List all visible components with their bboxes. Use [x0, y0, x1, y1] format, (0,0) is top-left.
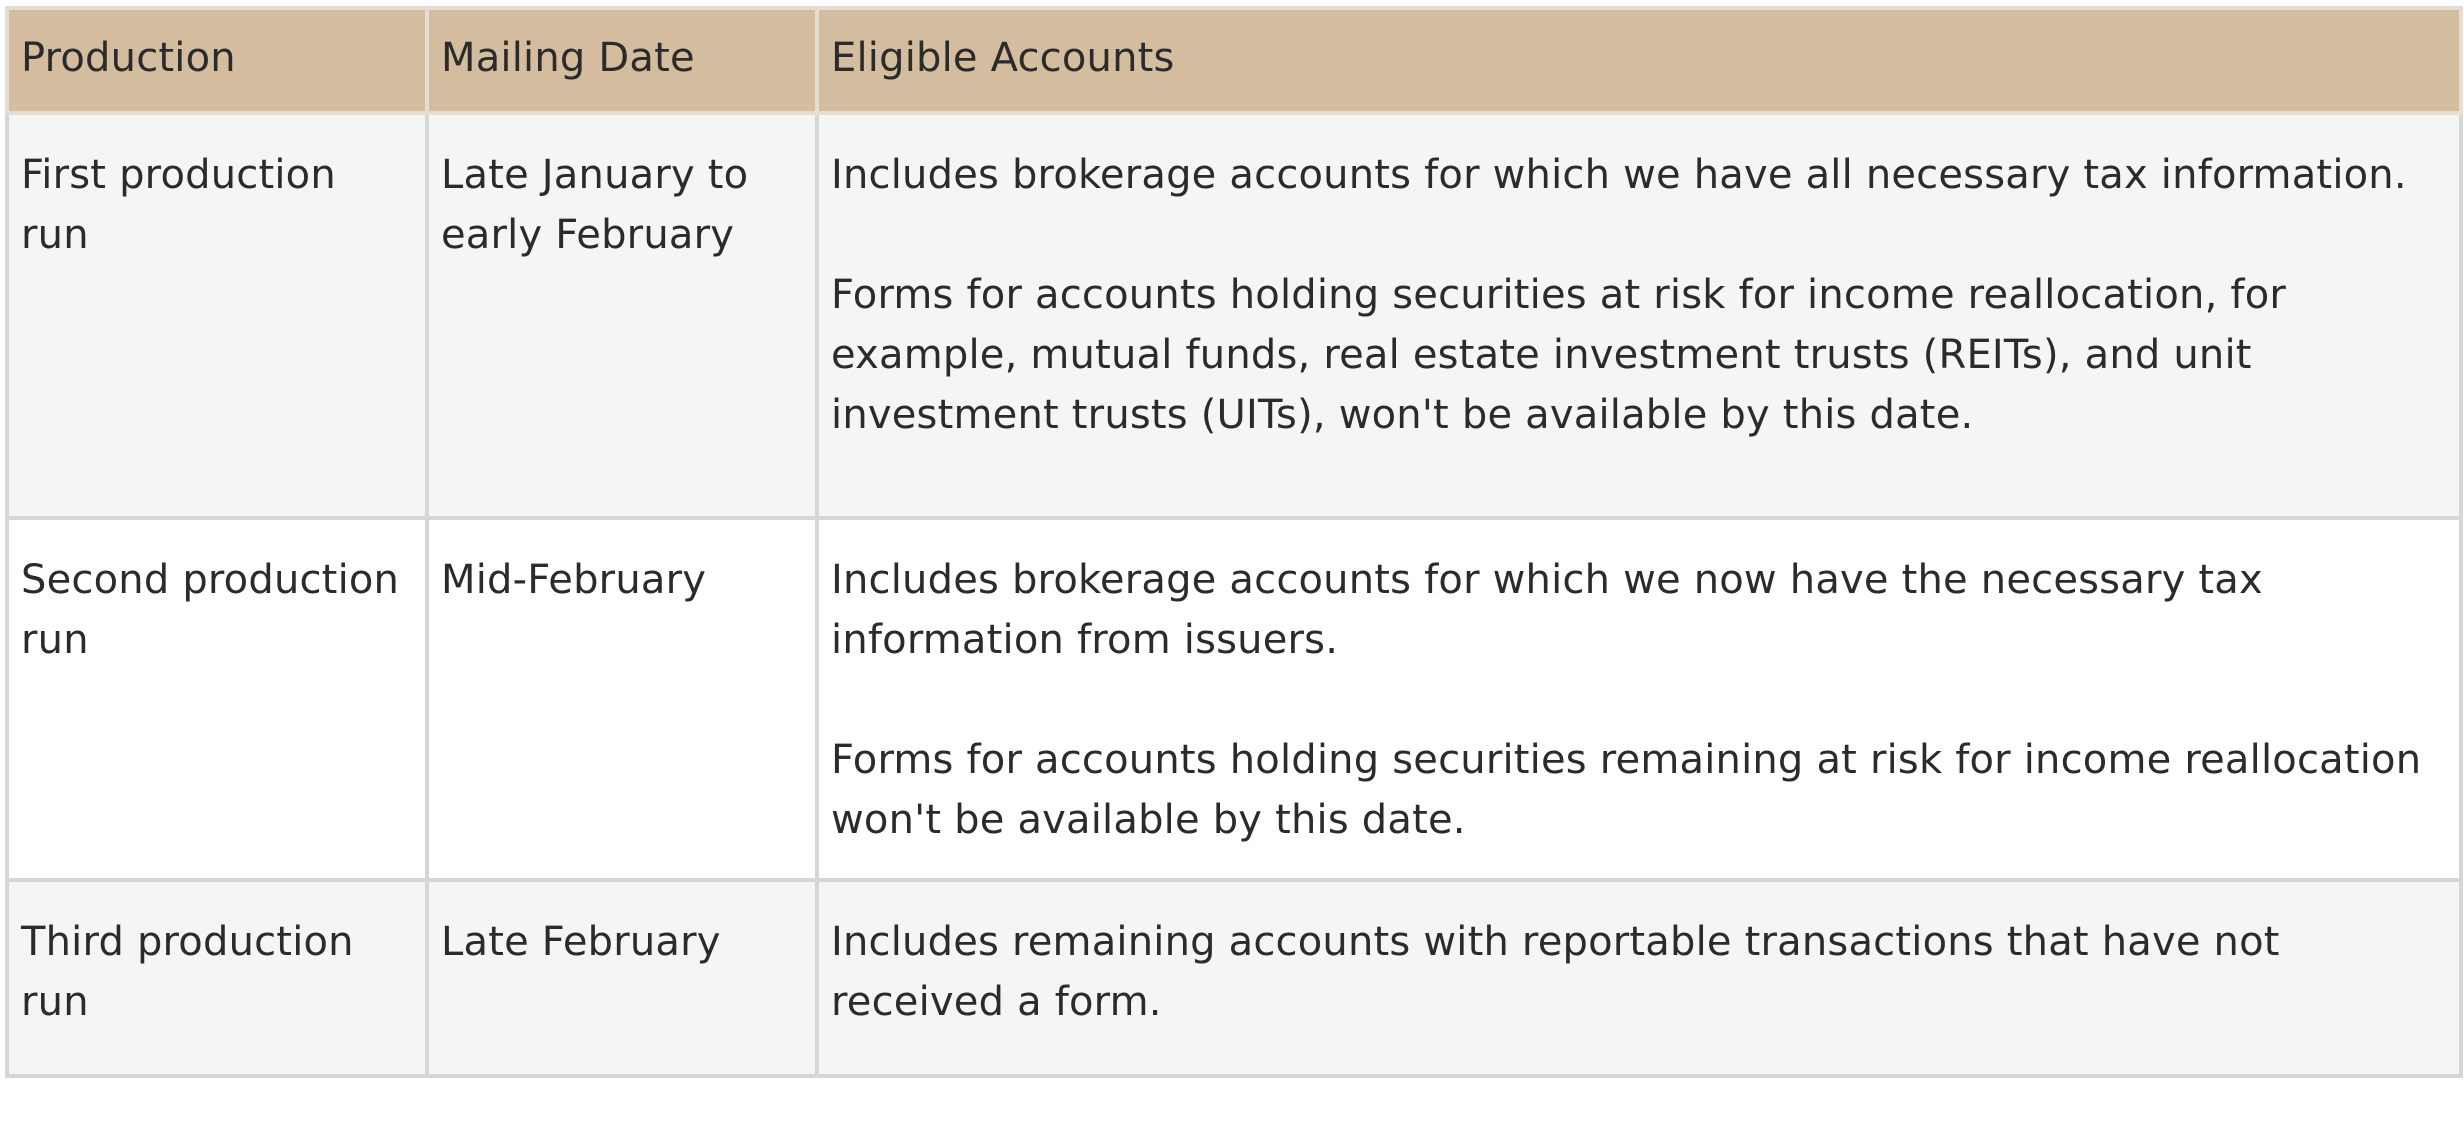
table-row — [7, 113, 2461, 518]
header-mailing-date: Mailing Date — [427, 8, 817, 113]
table-row — [7, 880, 2461, 1076]
production-schedule-table-container — [5, 6, 2463, 1078]
production-cell: First production run — [7, 113, 427, 518]
eligible-paragraph: Forms for accounts holding securities remaining at risk for income reallocation won't be available by this date. — [831, 737, 2422, 843]
eligible-accounts-cell — [817, 518, 2461, 880]
table-header-row — [7, 8, 2461, 113]
eligible-accounts-cell — [817, 880, 2461, 1076]
eligible-paragraph: Forms for accounts holding securities at risk for income reallocation, for example, mutual funds, real estate investment trusts (REITs), and unit investment trusts (UITs), won't be available by this date. — [831, 272, 2287, 438]
mailing-date-cell: Mid-February — [427, 518, 817, 880]
eligible-paragraph: Includes remaining accounts with reportable transactions that have not received a form. — [831, 919, 2280, 1025]
header-eligible-accounts: Eligible Accounts — [817, 8, 2461, 113]
eligible-paragraph: Includes brokerage accounts for which we now have the necessary tax information from issuers. — [831, 557, 2263, 663]
production-cell: Third production run — [7, 880, 427, 1076]
eligible-accounts-cell — [817, 113, 2461, 518]
mailing-date-cell: Late January to early February — [427, 113, 817, 518]
mailing-date-cell: Late February — [427, 880, 817, 1076]
production-schedule-table — [5, 6, 2463, 1078]
table-row — [7, 518, 2461, 880]
eligible-paragraph: Includes brokerage accounts for which we have all necessary tax information. — [831, 152, 2407, 198]
production-cell: Second production run — [7, 518, 427, 880]
header-production: Production — [7, 8, 427, 113]
